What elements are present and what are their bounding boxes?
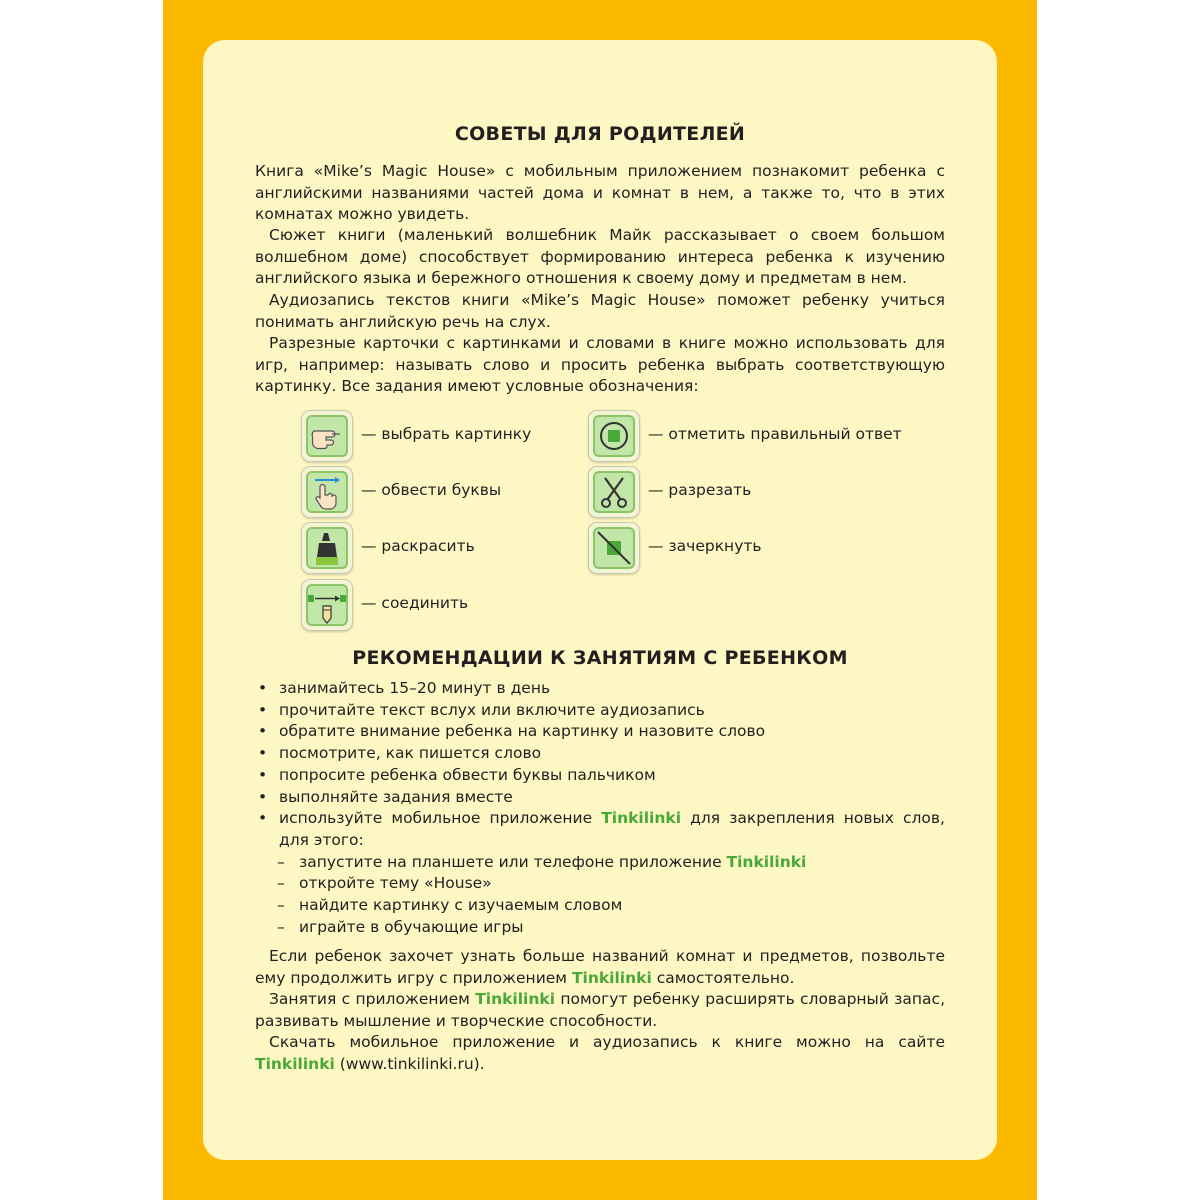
paragraph-plot: Сюжет книги (маленький волшебник Майк рассказывает о своем большом волшебном доме) способствует формированию интереса ребенка к изучению английского языка и бережного отношения к своему дому и предметам в нем. (255, 226, 945, 287)
list-subitem: – играйте в обучающие игры (277, 917, 524, 936)
brand-name: Tinkilinki (601, 809, 682, 828)
list-item: • посмотрите, как пишется слово (258, 744, 542, 763)
list-item: • обратите внимание ребенка на картинку и назовите слово (258, 722, 766, 741)
paragraph-download: Скачать мобильное приложение и аудиозапись к книге можно на сайте Tinkilinki (www.tinkilinki.ru). (255, 1033, 945, 1073)
paragraph-continue: Если ребенок захочет узнать больше названий комнат и предметов, позвольте ему продолжить игру с приложением Tinkilinki самостоятельно. (255, 947, 945, 987)
pointing-hand-icon (301, 410, 353, 462)
legend-label: — соединить (361, 594, 469, 612)
marker-icon (301, 522, 353, 574)
legend-label: — выбрать картинку (361, 425, 532, 443)
legend-label: — разрезать (648, 481, 752, 499)
list-item: • попросите ребенка обвести буквы пальчиком (258, 765, 656, 784)
recommendations-list (255, 678, 945, 938)
brand-name: Tinkilinki (475, 990, 556, 1008)
list-item: • используйте мобильное приложение Tinkilinki для закрепления новых слов, для этого: (258, 809, 945, 849)
connect-icon (301, 579, 353, 631)
brand-name: Tinkilinki (571, 968, 652, 987)
legend-label: — зачеркнуть (648, 537, 762, 555)
website-link: (www.tinkilinki.ru). (334, 1054, 485, 1073)
legend-label: — раскрасить (361, 537, 475, 555)
brand-name: Tinkilinki (726, 852, 807, 871)
legend-label: — отметить правильный ответ (648, 425, 902, 443)
paragraph-benefits: Занятия с приложением Tinkilinki помогут ребенку расширять словарный запас, развивать мышление и творческие способности. (255, 990, 945, 1030)
brand-name: Tinkilinki (255, 1054, 335, 1073)
list-subitem: – запустите на планшете или телефоне приложение Tinkilinki (277, 852, 807, 871)
list-item: • выполняйте задания вместе (258, 787, 513, 806)
list-item: • прочитайте текст вслух или включите аудиозапись (258, 700, 705, 719)
paragraph-intro: Книга «Mike’s Magic House» с мобильным приложением познакомит ребенка с английскими названиями частей дома и комнат в нем, а также то, что в этих комнатах можно увидеть. (255, 162, 945, 223)
list-item: • занимайтесь 15–20 минут в день (258, 679, 551, 697)
legend-label: — обвести буквы (361, 481, 502, 499)
section-title-recommendations: РЕКОМЕНДАЦИИ К ЗАНЯТИЯМ С РЕБЕНКОМ (352, 647, 848, 669)
paragraph-cards: Разрезные карточки с картинками и словами в книге можно использовать для игр, например: называть слово и просить ребенка выбрать соответствующую картинку. Все задания имеют условные обозначения: (255, 334, 945, 395)
list-subitem: – откройте тему «House» (277, 874, 492, 893)
cross-out-icon (588, 522, 640, 574)
paragraph-audio: Аудиозапись текстов книги «Mike’s Magic House» поможет ребенку учиться понимать английскую речь на слух. (255, 291, 945, 331)
list-subitem: – найдите картинку с изучаемым словом (277, 896, 623, 915)
circle-answer-icon (588, 410, 640, 462)
trace-letters-icon (301, 466, 353, 518)
section-title-tips: СОВЕТЫ ДЛЯ РОДИТЕЛЕЙ (454, 123, 746, 145)
scissors-icon (588, 466, 640, 518)
